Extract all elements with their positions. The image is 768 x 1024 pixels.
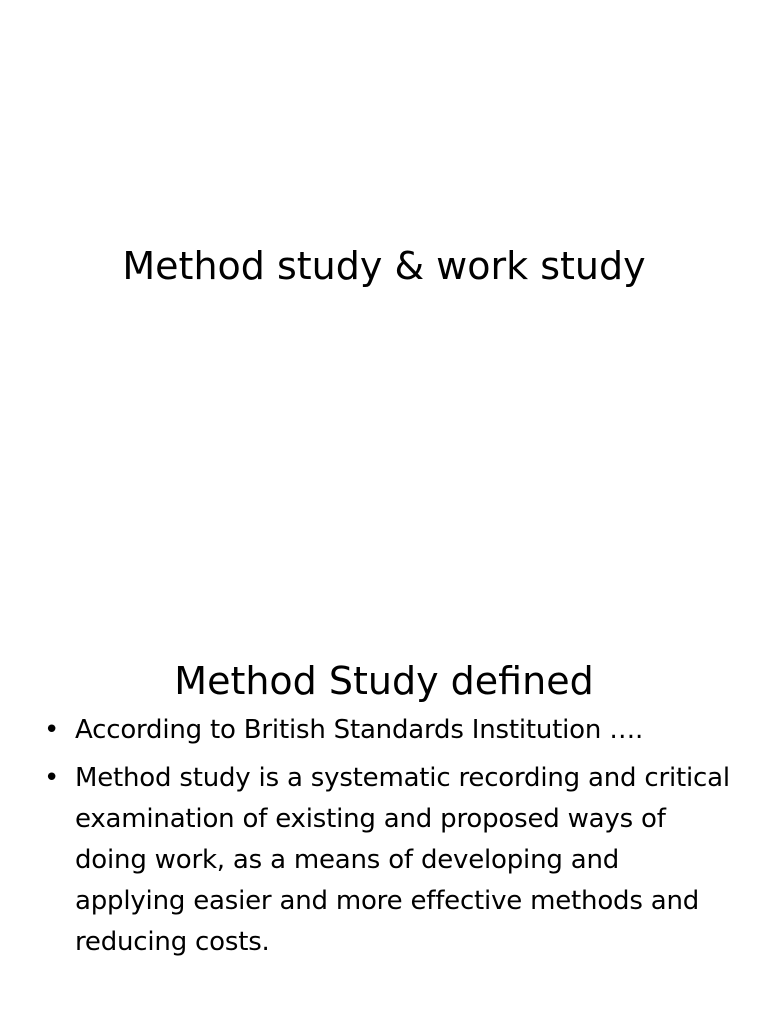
slide-heading: Method Study defined (174, 658, 594, 703)
bullet-text: According to British Standards Institution …. (75, 715, 644, 745)
bullet-marker: • (44, 715, 60, 745)
slide-title: Method study & work study (122, 244, 646, 289)
bullet-marker: • (44, 763, 60, 793)
bullet-item (44, 710, 734, 751)
content-slide (0, 576, 768, 1024)
bullet-item (44, 758, 734, 963)
bullet-list (44, 710, 734, 970)
bullet-text: Method study is a systematic recording and critical examination of existing and proposed ways of doing work, as a means of developing and applying easier and more effective methods and reducing costs. (75, 763, 730, 957)
